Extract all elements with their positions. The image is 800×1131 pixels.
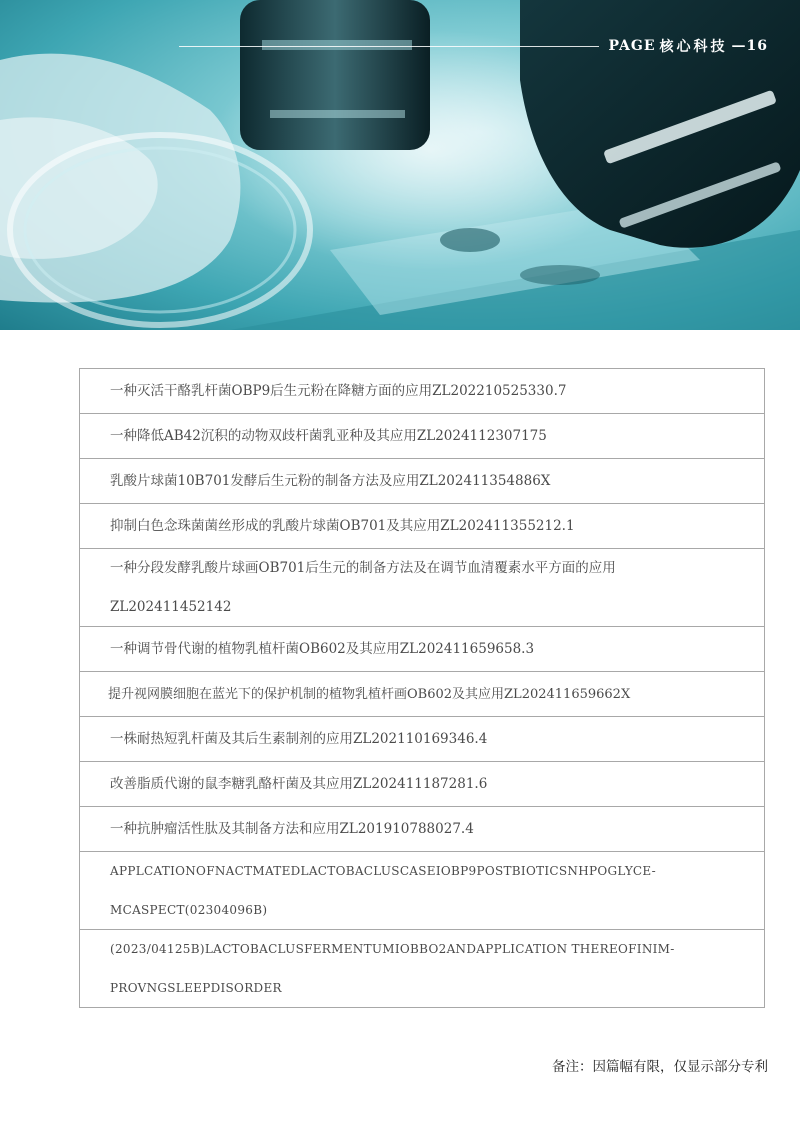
section-title: 核心科技 bbox=[659, 39, 728, 55]
table-row bbox=[80, 852, 764, 930]
table-row bbox=[80, 762, 764, 807]
patent-text: (2023/04125B)LACTOBACLUSFERMENTUMIOBBO2ANDAPPLICATION THEREOFINIM- bbox=[110, 942, 675, 956]
table-row bbox=[80, 414, 764, 459]
table-row bbox=[80, 369, 764, 414]
table-row bbox=[80, 549, 764, 627]
hero-image bbox=[0, 0, 800, 330]
patent-text: 提升视网膜细胞在蓝光下的保护机制的植物乳植杆画OB602及其应用ZL202411659662X bbox=[108, 687, 631, 702]
table-row bbox=[80, 627, 764, 672]
patent-text: PROVNGSLEEPDISORDER bbox=[110, 981, 282, 995]
patent-text: 抑制白色念珠菌菌丝形成的乳酸片球菌OB701及其应用ZL202411355212.1 bbox=[110, 518, 575, 534]
page-word: PAGE bbox=[608, 38, 656, 54]
patent-text: 一种灭活干酪乳杆菌OBP9后生元粉在降糖方面的应用ZL202210525330.7 bbox=[110, 383, 567, 399]
patent-text: 一种调节骨代谢的植物乳植杆菌OB602及其应用ZL202411659658.3 bbox=[110, 641, 535, 657]
patent-table bbox=[79, 368, 765, 1008]
header-rule bbox=[179, 46, 599, 47]
patent-number: ZL202411452142 bbox=[110, 599, 232, 615]
patent-text: 一种分段发酵乳酸片球画OB701后生元的制备方法及在调节血清覆素水平方面的应用 bbox=[110, 560, 616, 576]
table-row bbox=[80, 459, 764, 504]
patent-text: APPLCATIONOFNACTMATEDLACTOBACLUSCASEIOBP9POSTBIOTICSNHPOGLYCE- bbox=[110, 864, 657, 878]
patent-text: MCASPECT(02304096B) bbox=[110, 903, 268, 917]
page-number: —16 bbox=[731, 38, 768, 54]
table-row bbox=[80, 717, 764, 762]
patent-text: 一株耐热短乳杆菌及其后生素制剂的应用ZL202110169346.4 bbox=[110, 731, 488, 747]
table-row bbox=[80, 930, 764, 1008]
page-header bbox=[179, 36, 768, 56]
table-row bbox=[80, 807, 764, 852]
table-row bbox=[80, 504, 764, 549]
patent-text: 一种抗肿瘤活性肽及其制备方法和应用ZL201910788027.4 bbox=[110, 821, 474, 837]
patent-text: 改善脂质代谢的鼠李糖乳酪杆菌及其应用ZL202411187281.6 bbox=[110, 776, 488, 792]
patent-text: 一种降低AB42沉积的动物双歧杆菌乳亚种及其应用ZL2024112307175 bbox=[110, 428, 547, 444]
footnote: 备注：因篇幅有限，仅显示部分专利 bbox=[552, 1059, 768, 1075]
table-row bbox=[80, 672, 764, 717]
patent-text: 乳酸片球菌10B701发酵后生元粉的制备方法及应用ZL202411354886X bbox=[110, 473, 551, 489]
